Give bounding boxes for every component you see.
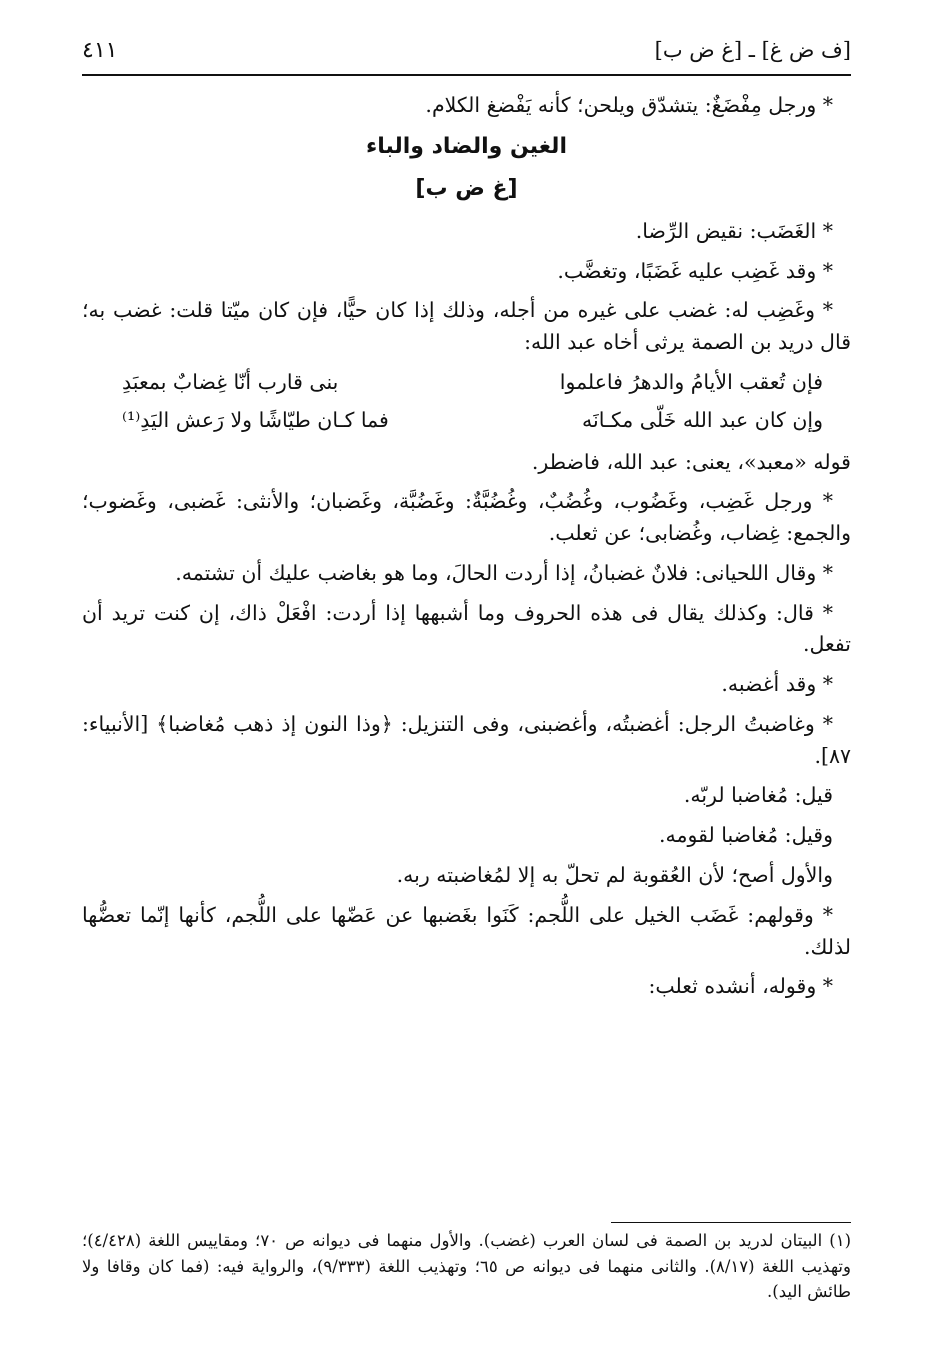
footnote: (١) البيتان لدريد بن الصمة فى لسان العرب (غضب). والأول منهما فى ديوانه ص ٧٠؛ ومقاييس اللغة (٤/٤٢٨)؛ وتهذيب اللغة (٨/١٧). والثانى منهما فى ديوانه ص ٦٥؛ وتهذيب اللغة (٩/٣٣٣)، والرواية فيه: (فما كان وقافا ولا طائش اليد).	[82, 1231, 851, 1302]
poem-first-hemistich: وإن كان عبد الله خَلّى مكـانَه	[582, 407, 823, 432]
section-title: الغين والضاد والباء	[366, 133, 567, 159]
page-header	[82, 36, 851, 76]
poem-second-hemistich: فما كـان طيّاشًا ولا رَعش اليَدِ⁽¹⁾	[122, 407, 389, 432]
entry-paragraph: * وقولهم: غَضَب الخيل على اللُّجم: كَنَوا بغَضبها عن عَضّها على اللُّجم، كأنها إنّما تعضُّها لذلك.	[82, 902, 851, 959]
entry-paragraph: * وقد غَضِب عليه غَضَبًا، وتغضَّب.	[557, 258, 833, 283]
root-title: [غ ض ب]	[415, 175, 518, 201]
entry-paragraph: قيل: مُغاضبا لربّه.	[683, 783, 833, 808]
poem-line	[82, 367, 851, 399]
entry-paragraph: قوله «معبد»، يعنى: عبد الله، فاضطر.	[531, 449, 851, 474]
entry-paragraph: * وغاضبتُ الرجل: أغضبتُه، وأغضبنى، وفى التنزيل: ﴿وذا النون إذ ذهب مُغاضبا﴾ [الأنبياء: ٨٧].	[82, 711, 851, 768]
entry-paragraph: * وقال اللحيانى: فلانٌ غضبانُ، إذا أردت الحالَ، وما هو بغاضب عليك أن تشتمه.	[175, 560, 833, 585]
entry-paragraph: * وغَضِب له: غضب على غيره من أجله، وذلك إذا كان حيًّا، فإن كان ميّتا قلت: غضب به؛ قال دريد بن الصمة يرثى أخاه عبد الله:	[82, 298, 851, 355]
entry-paragraph: * وقد أغضبه.	[721, 672, 833, 697]
poem-line	[82, 405, 851, 437]
running-head: [ف ض غ] ـ [غ ض ب]	[654, 38, 851, 62]
header-rule	[82, 74, 851, 76]
footnote-rule	[611, 1222, 851, 1223]
poem	[82, 367, 851, 437]
poem-first-hemistich: فإن تُعقب الأيامُ والدهرُ فاعلموا	[559, 370, 823, 395]
page-number: ٤١١	[82, 38, 118, 63]
entry-paragraph: * ورجل مِفْضَغٌ: يتشدّق ويلحن؛ كأنه يَفْضغ الكلام.	[425, 93, 833, 117]
entry-paragraph: والأول أصح؛ لأن العُقوبة لم تحلّ به إلا لمُغاضبته ربه.	[396, 862, 833, 887]
entry-paragraph: * قال: وكذلك يقال فى هذه الحروف وما أشبهها إذا أردت: افْعَلْ ذاك، إن كنت تريد أن تفعل.	[82, 600, 851, 657]
entry-paragraph: * الغَضَب: نقيض الرِّضا.	[635, 218, 833, 243]
entry-paragraph: وقيل: مُغاضبا لقومه.	[659, 823, 833, 848]
entry-paragraph: * ورجل غَضِب، وغَضُوب، وغُضُبٌ، وغُضُبَّةٌ: وغَضُبَّة، وغَضبان؛ والأنثى: غَضبى، وغَضوب؛ والجمع: غِضاب، وغُضابى؛ عن ثعلب.	[82, 489, 851, 546]
entry-paragraph: * وقوله، أنشده ثعلب:	[648, 974, 833, 999]
main-text	[82, 90, 851, 1011]
poem-second-hemistich: بنى قارب أنّا غِضابٌ بمعبَدِ	[122, 370, 339, 395]
